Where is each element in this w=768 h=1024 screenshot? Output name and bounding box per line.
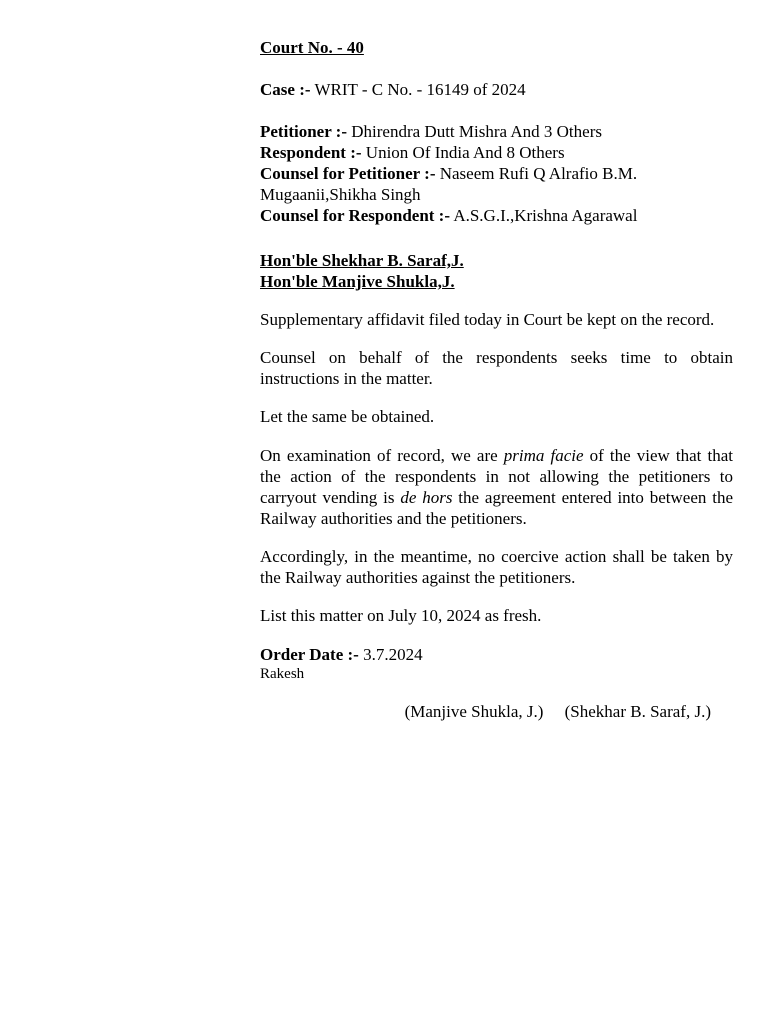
counsel-petitioner-line: [260, 163, 733, 184]
counsel-respondent-line: [260, 205, 733, 226]
petitioner-value: Dhirendra Dutt Mishra And 3 Others: [347, 122, 602, 141]
case-value: WRIT - C No. - 16149 of 2024: [310, 80, 526, 99]
paragraph-3: Let the same be obtained.: [260, 407, 435, 426]
paragraph-5: Accordingly, in the meantime, no coercive action shall be taken by the Railway authorities against the petitioners.: [260, 547, 733, 587]
respondent-line: [260, 142, 733, 163]
bench-block: [260, 250, 733, 292]
counsel-petitioner-continued: Mugaanii,Shikha Singh: [260, 185, 421, 204]
paragraph-1: Supplementary affidavit filed today in Court be kept on the record.: [260, 310, 715, 329]
petitioner-line: [260, 121, 733, 142]
case-label: Case :-: [260, 80, 311, 99]
order-date-value: 3.7.2024: [358, 645, 423, 664]
counsel-respondent-label: Counsel for Respondent :-: [260, 206, 451, 225]
court-number: Court No. - 40: [260, 38, 364, 57]
paragraph-2: Counsel on behalf of the respondents seeks time to obtain instructions in the matter.: [260, 348, 733, 388]
order-date-label: Order Date :-: [260, 645, 359, 664]
counsel-respondent-value: A.S.G.I.,Krishna Agarawal: [450, 206, 638, 225]
paragraph-4-part-a: On examination of record, we are: [260, 446, 504, 465]
respondent-value: Union Of India And 8 Others: [361, 143, 565, 162]
judge-signatures: (Manjive Shukla, J.) (Shekhar B. Saraf, J.): [404, 702, 711, 721]
judge-1: Hon'ble Shekhar B. Saraf,J.: [260, 251, 464, 270]
counsel-petitioner-label: Counsel for Petitioner :-: [260, 164, 436, 183]
paragraph-4-prima-facie: prima facie: [503, 446, 584, 465]
paragraph-4-part-c: of the view that that the action of the respondents in not allowing the petitioners to carryout vending is: [260, 446, 733, 507]
counsel-petitioner-value: Naseem Rufi Q Alrafio B.M.: [435, 164, 638, 183]
paragraph-4-part-e: the agreement entered into between the Railway authorities and the petitioners.: [260, 488, 734, 528]
respondent-label: Respondent :-: [260, 143, 362, 162]
order-date-line: [260, 644, 733, 665]
parties-block: [260, 121, 733, 226]
petitioner-label: Petitioner :-: [260, 122, 348, 141]
case-line: [260, 79, 733, 100]
order-document: [260, 37, 733, 722]
paragraph-4-de-hors: de hors: [400, 488, 453, 507]
paragraph-4: [260, 445, 733, 529]
judge-2: Hon'ble Manjive Shukla,J.: [260, 272, 455, 291]
clerk-name: Rakesh: [260, 666, 305, 682]
paragraph-6: List this matter on July 10, 2024 as fresh.: [260, 606, 542, 625]
